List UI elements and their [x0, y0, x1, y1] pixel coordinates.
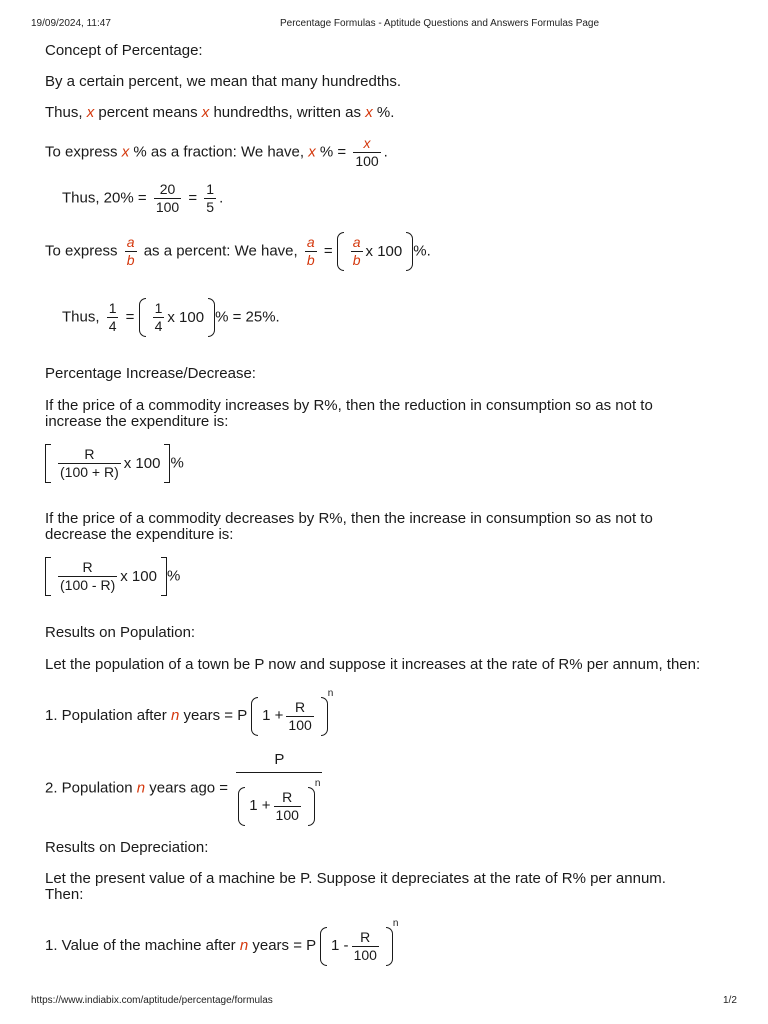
exponent-n: n: [392, 918, 399, 929]
print-datetime: 19/09/2024, 11:47: [31, 18, 111, 29]
fraction-a-over-b: $\frac{a}{b}$: [306, 234, 315, 268]
section-heading-incdec: Percentage Increase/Decrease:: [45, 365, 256, 382]
express-as-percent: To express $\frac{a}{b}$ as a percent: We have, $\frac{a}{b}$ = $\frac{a}{b}$ x 100 %.: [45, 232, 431, 271]
fraction-20-over-100: $\frac{20}{100}$: [155, 181, 180, 215]
decrease-formula: $\frac{R}{(100 - R)}$ x 100 %: [45, 557, 180, 596]
fraction-r-over-100-minus-r: $\frac{R}{(100 - R)}$: [60, 559, 116, 593]
population-intro: Let the population of a town be P now and suppose it increases at the rate of R% per annum, then:: [45, 656, 701, 673]
population-ago: 2. Population n years ago = P 1 + $\frac{R}{100}$ $^n$: [45, 752, 325, 826]
paren-group: $\frac{1}{4}$ x 100: [139, 298, 216, 337]
example-quarter: Thus, $\frac{1}{4}$ = $\frac{1}{4}$ x 100 % = 25%.: [62, 298, 280, 337]
fraction-a-over-b: $\frac{a}{b}$: [126, 234, 135, 268]
example-20-percent: Thus, 20% = $\frac{20}{100}$ = $\frac{1}{5}$ .: [62, 181, 224, 215]
fraction-1-over-4: $\frac{1}{4}$: [108, 300, 117, 334]
print-url[interactable]: https://www.indiabix.com/aptitude/percentage/formulas: [31, 995, 273, 1006]
fraction-x-over-100: $\frac{x}{100}$: [355, 135, 379, 169]
population-after: 1. Population after n years = P 1 + $\frac{R}{100}$ $^n$: [45, 686, 333, 736]
page-number: 1/2: [723, 995, 737, 1006]
depreciation-line2: Then:: [45, 886, 84, 903]
fraction-p-over-growth: P 1 + $\frac{R}{100}$ $^n$: [236, 752, 322, 826]
machine-value-after: 1. Value of the machine after n years = P 1 - $\frac{R}{100}$ $^n$: [45, 916, 398, 966]
depreciation-line1: Let the present value of a machine be P. Suppose it depreciates at the rate of R% per annum.: [45, 870, 666, 887]
paren-group: $\frac{a}{b}$ x 100: [337, 232, 414, 271]
fraction-r-over-100-plus-r: $\frac{R}{(100 + R)}$: [60, 446, 119, 480]
section-heading-concept: Concept of Percentage:: [45, 42, 203, 59]
express-as-fraction: To express x % as a fraction: We have, x % = $\frac{x}{100}$ .: [45, 135, 388, 169]
increase-line2: increase the expenditure is:: [45, 413, 229, 430]
decrease-line2: decrease the expenditure is:: [45, 526, 234, 543]
print-title: Percentage Formulas - Aptitude Questions and Answers Formulas Page: [280, 18, 600, 29]
increase-line1: If the price of a commodity increases by R%, then the reduction in consumption so as not to: [45, 397, 653, 414]
section-heading-population: Results on Population:: [45, 624, 196, 641]
concept-line2: Thus, x percent means x hundredths, written as x %.: [45, 104, 395, 121]
section-heading-depreciation: Results on Depreciation:: [45, 839, 209, 856]
increase-formula: $\frac{R}{(100 + R)}$ x 100 %: [45, 444, 184, 483]
concept-line1: By a certain percent, we mean that many hundredths.: [45, 73, 402, 90]
exponent-n: n: [327, 688, 334, 699]
decrease-line1: If the price of a commodity decreases by R%, then the increase in consumption so as not to: [45, 510, 653, 527]
fraction-1-over-5: $\frac{1}{5}$: [206, 181, 215, 215]
